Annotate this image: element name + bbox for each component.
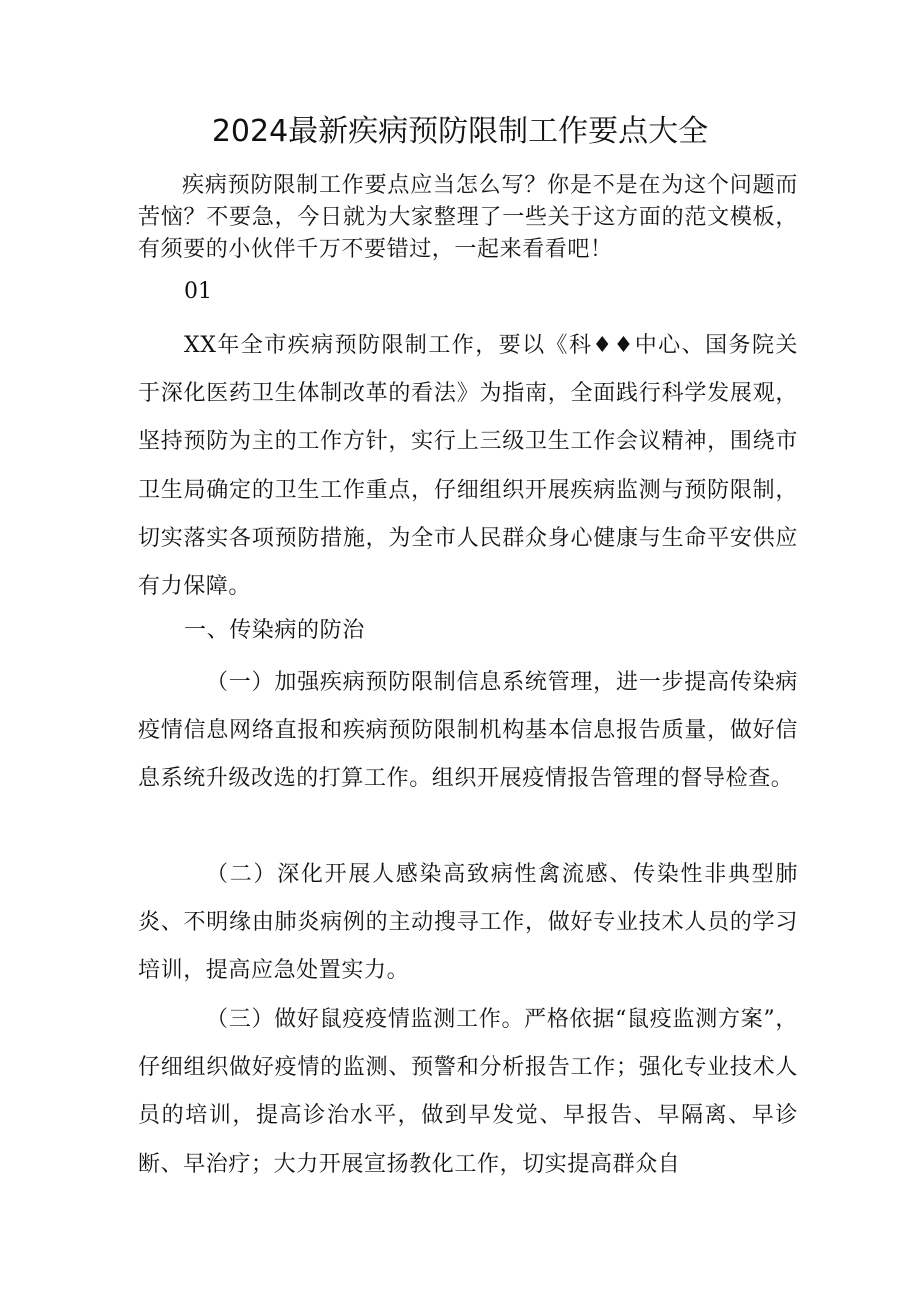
document-title: 2024最新疾病预防限制工作要点大全 [211,114,709,149]
section-heading: 一、传染病的防治 [184,618,365,643]
main-paragraph: XX年全市疾病预防限制工作，要以《科♦♦中心、国务院关于深化医药卫生体制改革的看法》为指南，全面践行科学发展观，坚持预防为主的工作方针，实行上三级卫生工作会议精神，围绕市卫生局确定的卫生工作重点，仔细组织开展疾病监测与预防限制，切实落实各项预防措施，为全市人民群众身心健康与生命平安供应有力保障。 [138,333,798,600]
intro-paragraph: 疾病预防限制工作要点应当怎么写？你是不是在为这个问题而苦恼？不要急，今日就为大家整理了一些关于这方面的范文模板，有须要的小伙伴千万不要错过，一起来看看吧！ [138,173,798,262]
list-item-1: （一）加强疾病预防限制信息系统管理，进一步提高传染病疫情信息网络直报和疾病预防限制机构基本信息报告质量，做好信息系统升级改选的打算工作。组织开展疫情报告管理的督导检查。 [138,670,798,792]
list-item-2: （二）深化开展人感染高致病性禽流感、传染性非典型肺炎、不明缘由肺炎病例的主动搜寻工作，做好专业技术人员的学习培训，提高应急处置实力。 [138,862,798,984]
list-item-3: （三）做好鼠疫疫情监测工作。严格依据“鼠疫监测方案”，仔细组织做好疫情的监测、预警和分析报告工作；强化专业技术人员的培训，提高诊治水平，做到早发觉、早报告、早隔离、早诊断、早治疗；大力开展宣扬教化工作，切实提高群众自 [138,1007,798,1177]
section-number: 01 [184,279,212,304]
